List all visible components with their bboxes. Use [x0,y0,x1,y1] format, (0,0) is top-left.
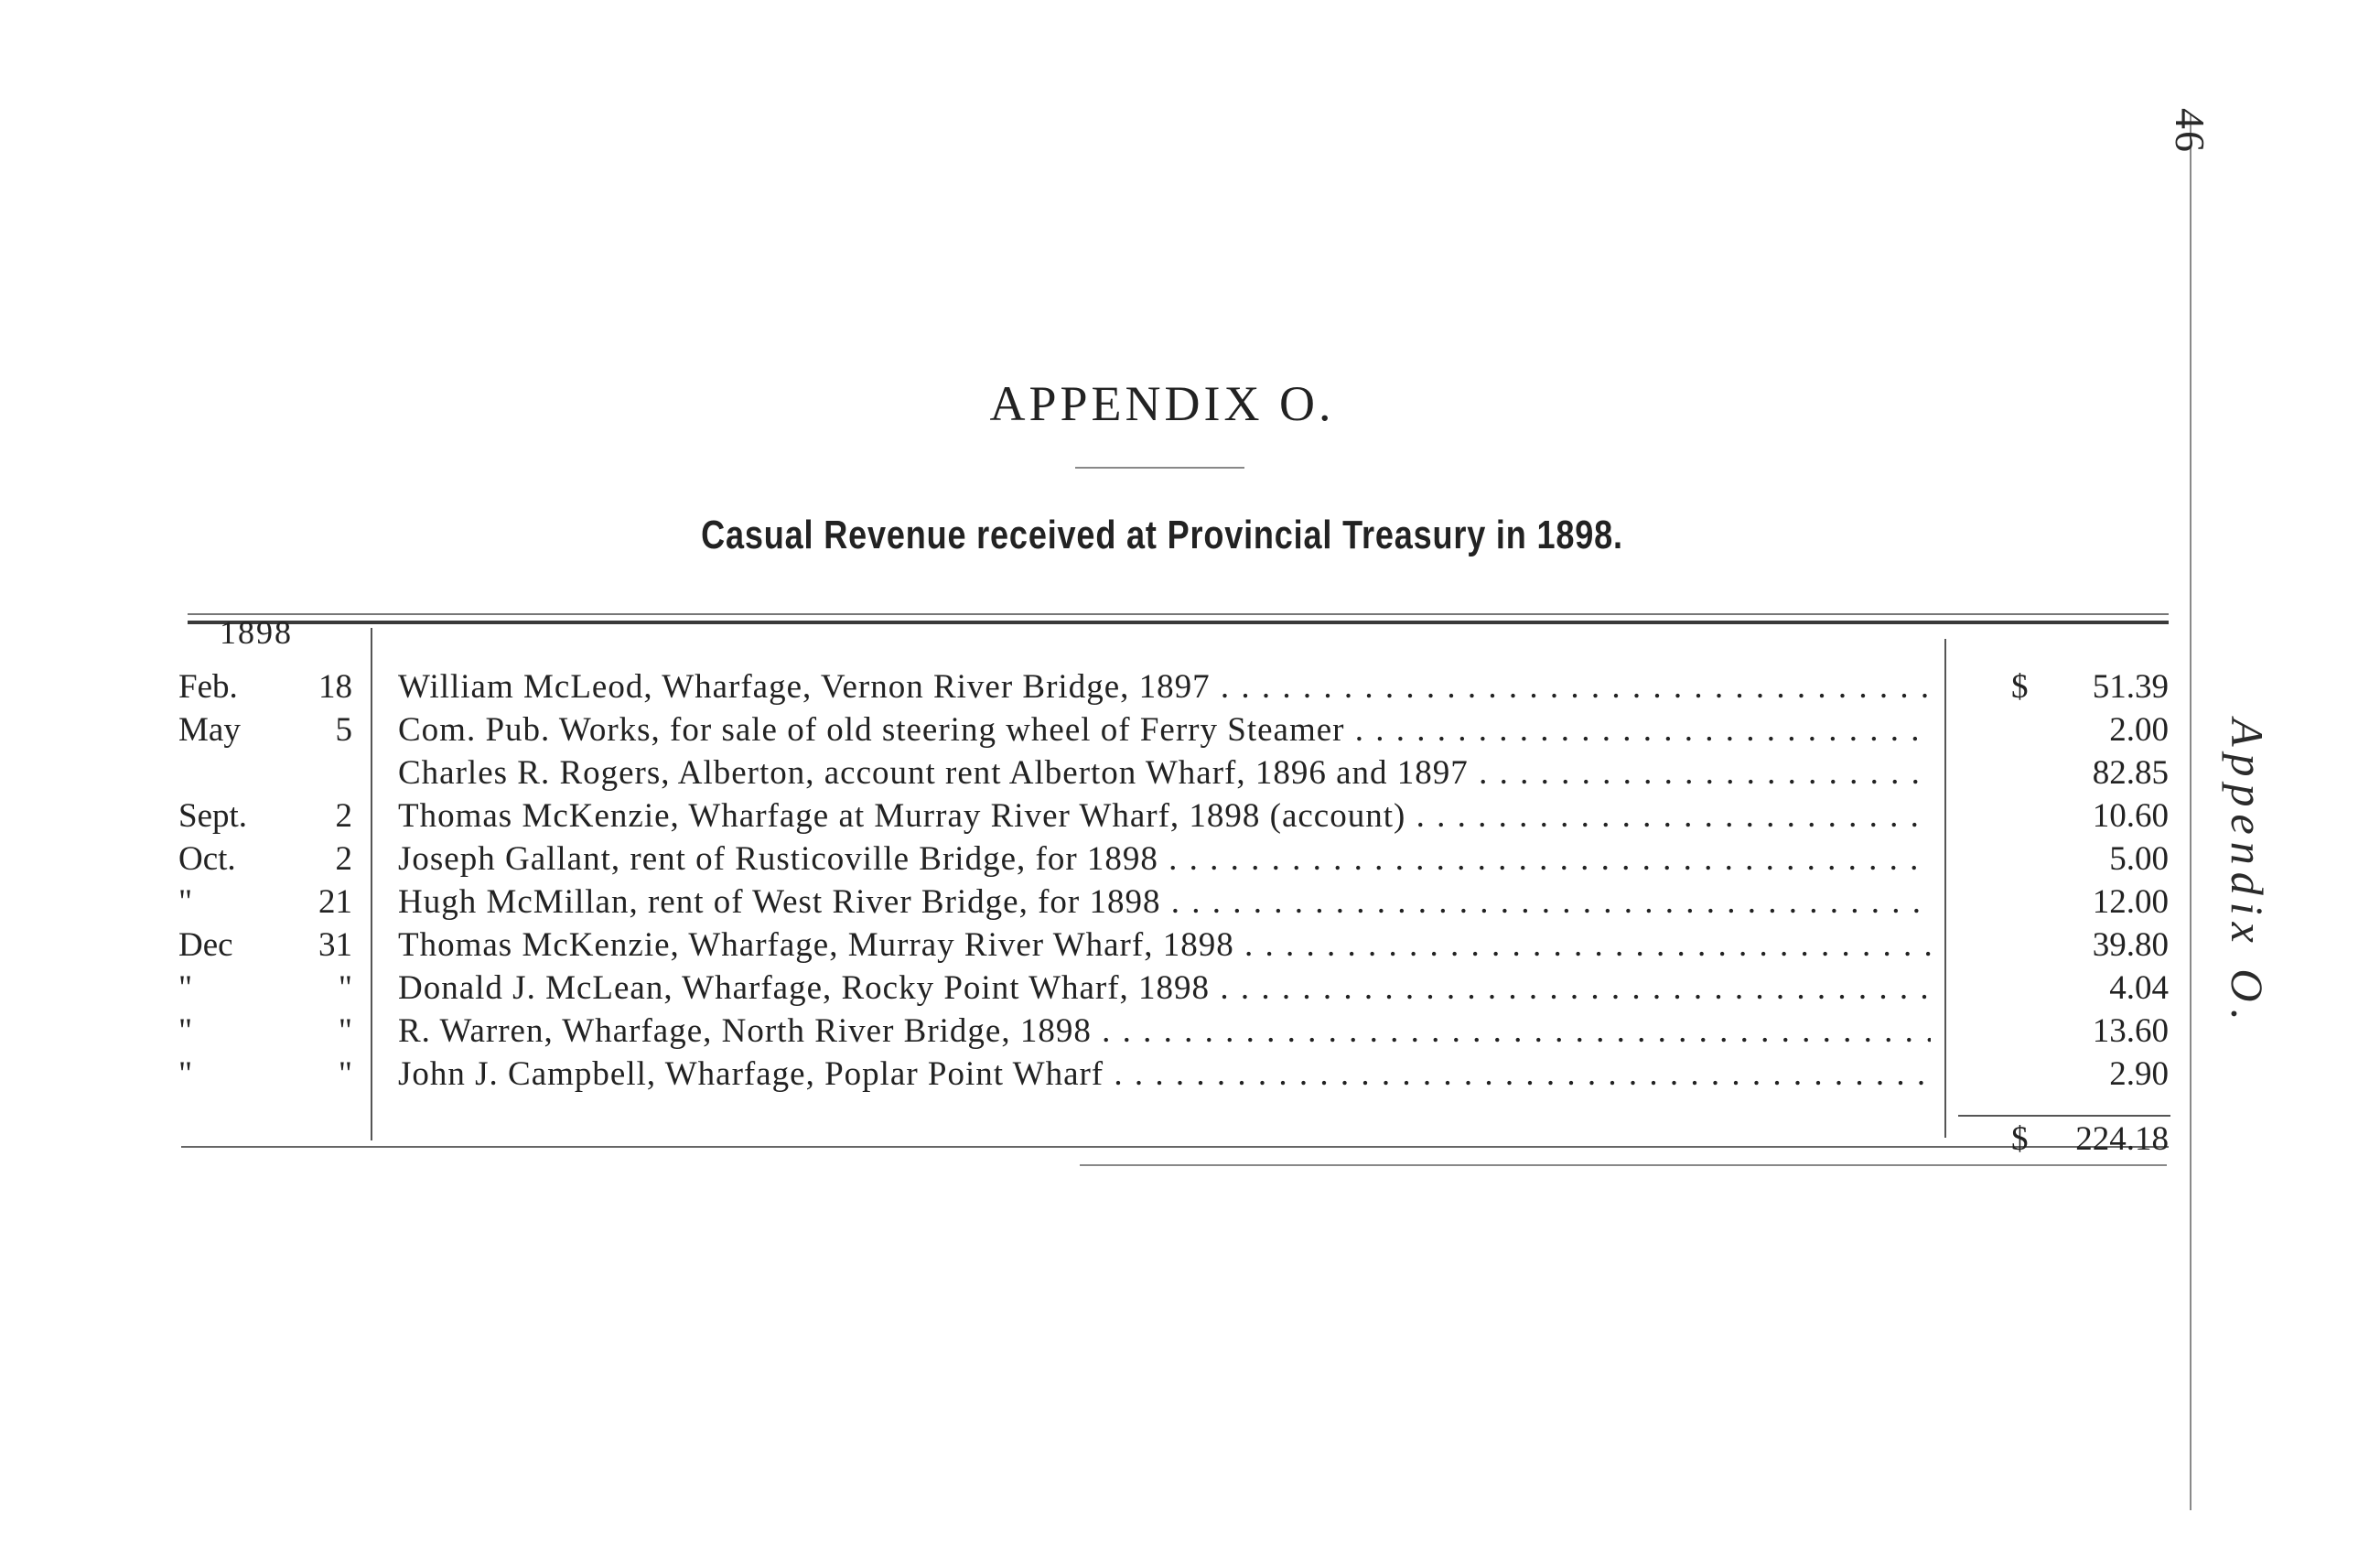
row-day: 21 [318,883,352,921]
row-amount: 5.00 [2109,840,2169,878]
row-month: " [178,883,193,921]
row-description: John J. Campbell, Wharfage, Poplar Point Wharf . . . [398,1054,1931,1096]
revenue-subtitle: Casual Revenue received at Provincial Treasury in 1898. [701,513,1623,557]
table-row [0,881,2196,924]
table-row [0,666,2196,708]
row-day: 2 [335,840,352,878]
year-label: 1898 [220,614,293,651]
side-title: Appendix O. [2222,719,2273,1028]
table-row [0,709,2196,751]
page-number: 46 [2167,108,2213,154]
row-month: Dec [178,926,233,964]
row-description: Joseph Gallant, rent of Rusticoville Bridge, for 1898 . . . [398,838,1931,881]
row-day: 31 [318,926,352,964]
total-rule [1958,1115,2170,1117]
row-day: " [338,1055,352,1093]
row-amount: 82.85 [2092,754,2169,792]
total-row [0,1118,2196,1161]
row-description: Com. Pub. Works, for sale of old steering wheel of Ferry Steamer . . . [398,709,1931,751]
table-row [0,924,2196,967]
total-amount: 224.18 [2075,1120,2169,1158]
row-amount: 2.00 [2109,711,2169,749]
appendix-title: APPENDIX O. [989,376,1335,431]
row-day: 18 [318,668,352,706]
row-month: Oct. [178,840,236,878]
row-day: 2 [335,797,352,835]
total-currency-symbol: $ [2011,1120,2029,1158]
row-day: 5 [335,711,352,749]
row-month: " [178,1012,193,1050]
row-month: May [178,711,241,749]
row-day: " [338,1012,352,1050]
row-currency-symbol: $ [2011,668,2029,706]
table-row [0,752,2196,794]
row-amount: 10.60 [2092,797,2169,835]
row-month: Sept. [178,797,248,835]
row-description: R. Warren, Wharfage, North River Bridge, 1898 . . . [398,1010,1931,1053]
table-row [0,1010,2196,1053]
row-month: " [178,969,193,1007]
table-row [0,1054,2196,1096]
row-month: " [178,1055,193,1093]
row-amount: 51.39 [2092,668,2169,706]
row-description: Charles R. Rogers, Alberton, account rent Alberton Wharf, 1896 and 1897 . . . [398,752,1931,794]
row-amount: 12.00 [2092,883,2169,921]
title-divider [1075,467,1244,469]
row-description: Thomas McKenzie, Wharfage, Murray River Wharf, 1898 . . . [398,924,1931,967]
row-description: Donald J. McLean, Wharfage, Rocky Point Wharf, 1898 . . . [398,967,1931,1010]
row-amount: 39.80 [2092,926,2169,964]
row-description: William McLeod, Wharfage, Vernon River Bridge, 1897 . . . [398,666,1931,708]
row-day: " [338,969,352,1007]
table-row [0,795,2196,837]
row-description: Hugh McMillan, rent of West River Bridge, for 1898 . . . [398,881,1931,924]
table-bottom-rule-2 [1080,1164,2167,1166]
table-row [0,967,2196,1010]
row-description: Thomas McKenzie, Wharfage at Murray River Wharf, 1898 (account) . . . [398,795,1931,837]
table-top-rule-thin [188,613,2169,615]
table-top-rule-thick [188,621,2169,624]
row-amount: 2.90 [2109,1055,2169,1093]
row-amount: 13.60 [2092,1012,2169,1050]
row-month: Feb. [178,668,238,706]
table-row [0,838,2196,881]
row-amount: 4.04 [2109,969,2169,1007]
